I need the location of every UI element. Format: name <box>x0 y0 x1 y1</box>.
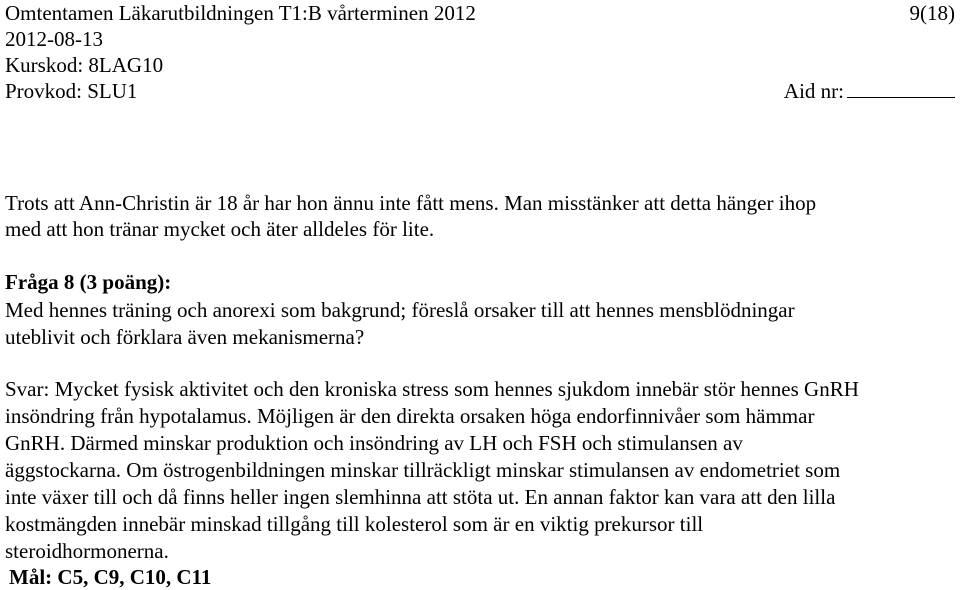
course-code: Kurskod: 8LAG10 <box>5 53 164 77</box>
aid-label: Aid nr: <box>783 79 844 103</box>
question-heading: Fråga 8 (3 poäng): <box>5 270 172 294</box>
answer-line-5: inte växer till och då finns heller ingen slemhinna att stöta ut. En annan faktor kan vara att den lilla <box>5 485 836 509</box>
answer-line-7: steroidhormonerna. <box>5 539 169 563</box>
case-line-1: Trots att Ann-Christin är 18 år har hon ännu inte fått mens. Man misstänker att detta hänger ihop <box>5 191 817 215</box>
answer-line-1: Svar: Mycket fysisk aktivitet och den kroniska stress som hennes sjukdom innebär stör hennes GnRH <box>5 377 859 401</box>
aid-blank-line <box>847 79 955 98</box>
learning-goals: Mål: C5, C9, C10, C11 <box>9 565 212 589</box>
answer-line-3: GnRH. Därmed minskar produktion och insöndring av LH och FSH och stimulansen av <box>5 431 743 455</box>
page-indicator: 9(18) <box>909 1 955 25</box>
answer-line-6: kostmängden innebär minskad tillgång till kolesterol som är en viktig prekursor till <box>5 512 704 536</box>
aid-number-field <box>784 78 955 104</box>
question-line-1: Med hennes träning och anorexi som bakgrund; föreslå orsaker till att hennes mensblödningar <box>5 298 795 322</box>
course-title: Omtentamen Läkarutbildningen T1:B vårterminen 2012 <box>5 1 476 25</box>
case-line-2: med att hon tränar mycket och äter alldeles för lite. <box>5 217 435 241</box>
answer-line-4: äggstockarna. Om östrogenbildningen minskar tillräckligt minskar stimulansen av endometriet som <box>5 458 841 482</box>
answer-line-2: insöndring från hypotalamus. Möjligen är den direkta orsaken höga endorfinnivåer som hämmar <box>5 404 815 428</box>
exam-code: Provkod: SLU1 <box>5 79 138 103</box>
exam-date: 2012-08-13 <box>5 27 103 51</box>
question-line-2: uteblivit och förklara även mekanismerna? <box>5 325 365 349</box>
